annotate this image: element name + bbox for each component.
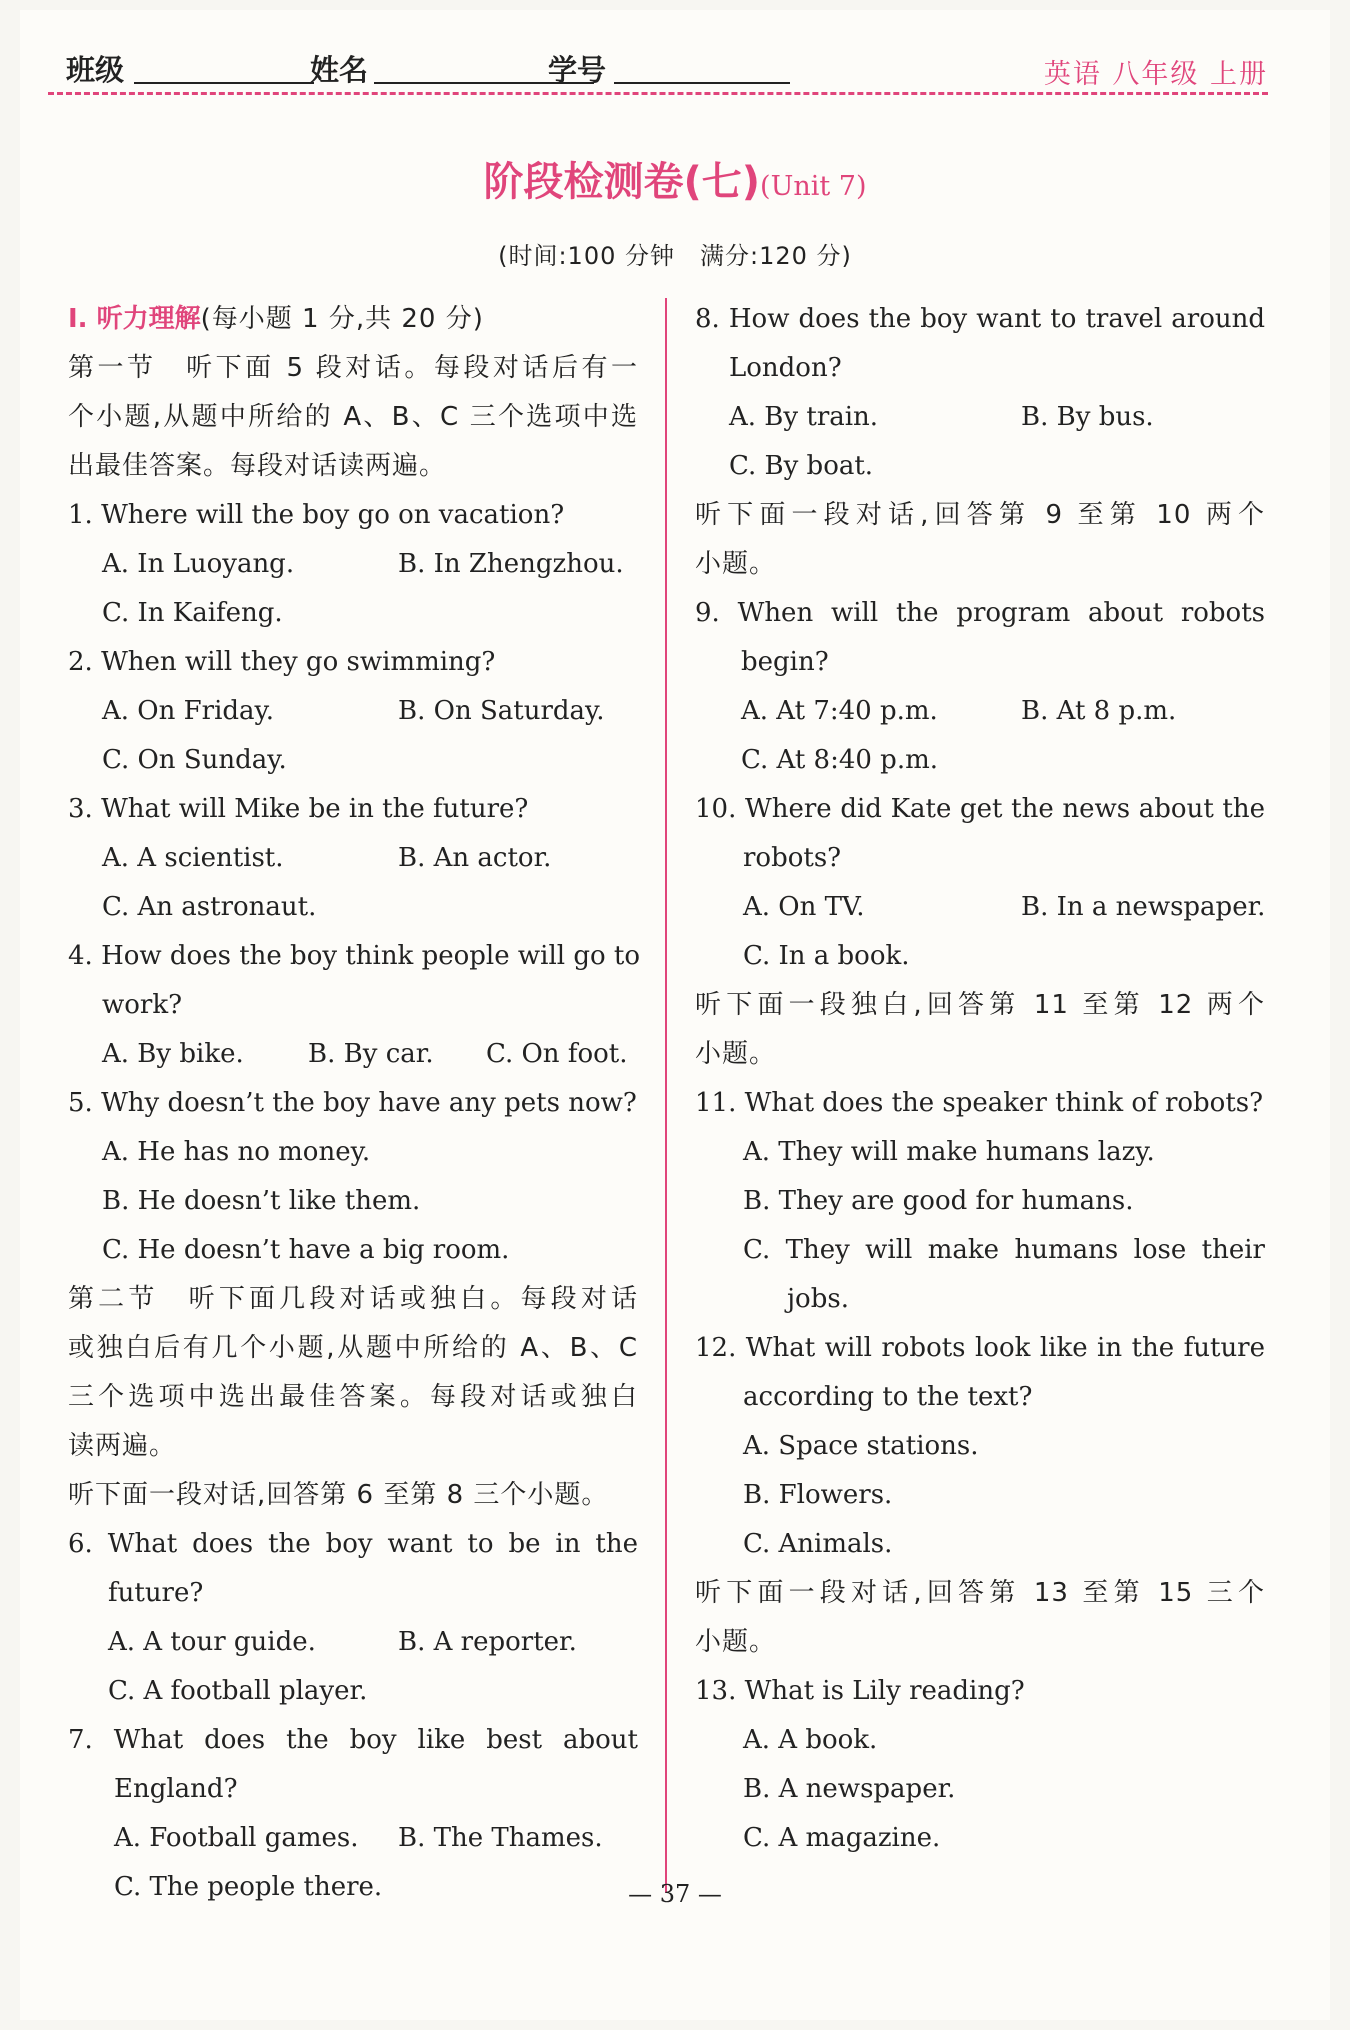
option[interactable]: C. In Kaifeng. — [102, 598, 283, 628]
class-label: 班级 — [66, 53, 125, 87]
option[interactable]: B. An actor. — [398, 843, 552, 873]
listening-instruction: 听下面一段独白,回答第 11 至第 12 两个 — [695, 990, 1265, 1020]
question-4-cont: work? — [102, 990, 183, 1020]
options-6 — [68, 1618, 638, 1667]
question-9-cont: begin? — [741, 647, 829, 677]
question-5: 5. Why doesn’t the boy have any pets now? — [68, 1088, 637, 1118]
option[interactable]: C. A football player. — [108, 1676, 368, 1706]
question-8-cont: London? — [729, 353, 842, 383]
listening-instruction: 小题。 — [695, 549, 777, 579]
option[interactable]: B. The Thames. — [398, 1823, 603, 1853]
option[interactable]: C. At 8:40 p.m. — [741, 745, 939, 775]
option[interactable]: B. In a newspaper. — [1021, 892, 1266, 922]
option[interactable]: A. In Luoyang. — [102, 549, 295, 579]
option[interactable]: B. By bus. — [1021, 402, 1154, 432]
question-3: 3. What will Mike be in the future? — [68, 794, 529, 824]
part1-instruction: 第一节 听下面 5 段对话。每段对话后有一 — [68, 353, 638, 383]
listening-instruction: 听下面一段对话,回答第 6 至第 8 三个小题。 — [68, 1480, 609, 1510]
part2-instruction: 读两遍。 — [68, 1431, 177, 1461]
options-10 — [695, 883, 1265, 932]
options-9 — [695, 687, 1265, 736]
option[interactable]: A. On Friday. — [102, 696, 275, 726]
question-6-cont: future? — [108, 1578, 204, 1608]
question-7: 7. What does the boy like best about — [68, 1725, 638, 1755]
listening-instruction: 听下面一段对话,回答第 9 至第 10 两个 — [695, 500, 1265, 530]
option[interactable]: A. On TV. — [743, 892, 865, 922]
options-7 — [68, 1814, 638, 1863]
option[interactable]: A. Football games. — [114, 1823, 359, 1853]
part1-instruction: 出最佳答案。每段对话读两遍。 — [68, 451, 447, 481]
option[interactable]: C. A magazine. — [743, 1823, 941, 1853]
section-heading: Ⅰ. 听力理解(每小题 1 分,共 20 分) — [68, 304, 484, 334]
option[interactable]: B. At 8 p.m. — [1021, 696, 1177, 726]
option[interactable]: B. A reporter. — [398, 1627, 577, 1657]
listening-instruction: 小题。 — [695, 1039, 777, 1069]
question-10-cont: robots? — [743, 843, 842, 873]
part2-instruction: 三个选项中选出最佳答案。每段对话或独白 — [68, 1382, 638, 1412]
page-number: — 37 — — [628, 1880, 722, 1908]
class-blank[interactable] — [134, 82, 314, 84]
option[interactable]: B. Flowers. — [743, 1480, 893, 1510]
options-8 — [695, 393, 1265, 442]
options-4 — [68, 1030, 638, 1079]
option[interactable]: C. Animals. — [743, 1529, 893, 1559]
listening-instruction: 小题。 — [695, 1627, 777, 1657]
book-label: 英语 八年级 上册 — [1043, 59, 1268, 90]
column-divider — [665, 298, 667, 1893]
right-column — [695, 295, 1265, 1863]
listening-instruction: 听下面一段对话,回答第 13 至第 15 三个 — [695, 1578, 1265, 1608]
option[interactable]: C. He doesn’t have a big room. — [102, 1235, 510, 1265]
student-id-blank[interactable] — [614, 82, 790, 84]
option[interactable]: A. He has no money. — [102, 1137, 371, 1167]
exam-info: (时间:100 分钟 满分:120 分) — [498, 242, 852, 270]
options-3 — [68, 834, 638, 883]
question-9: 9. When will the program about robots — [695, 598, 1265, 628]
option[interactable]: C. An astronaut. — [102, 892, 317, 922]
option[interactable]: B. By car. — [308, 1039, 434, 1069]
title-main: 阶段检测卷(七) — [483, 159, 761, 205]
left-column — [68, 295, 638, 1912]
page-title — [0, 150, 1350, 207]
options-1 — [68, 540, 638, 589]
option[interactable]: B. In Zhengzhou. — [398, 549, 624, 579]
question-11: 11. What does the speaker think of robots? — [695, 1088, 1264, 1118]
part2-instruction: 第二节 听下面几段对话或独白。每段对话 — [68, 1284, 638, 1314]
option[interactable]: B. He doesn’t like them. — [102, 1186, 421, 1216]
option[interactable]: C. In a book. — [743, 941, 910, 971]
question-8: 8. How does the boy want to travel around — [695, 304, 1265, 334]
question-4: 4. How does the boy think people will go to — [68, 941, 640, 971]
question-13: 13. What is Lily reading? — [695, 1676, 1025, 1706]
options-2 — [68, 687, 638, 736]
question-6: 6. What does the boy want to be in the — [68, 1529, 638, 1559]
option[interactable]: A. A tour guide. — [108, 1627, 316, 1657]
part1-instruction: 个小题,从题中所给的 A、B、C 三个选项中选 — [68, 402, 638, 432]
question-12: 12. What will robots look like in the future — [695, 1333, 1265, 1363]
option-cont: jobs. — [787, 1284, 849, 1314]
option[interactable]: A. Space stations. — [743, 1431, 979, 1461]
question-7-cont: England? — [114, 1774, 238, 1804]
question-1: 1. Where will the boy go on vacation? — [68, 500, 565, 530]
student-id-label: 学号 — [548, 53, 607, 87]
option[interactable]: C. The people there. — [114, 1872, 383, 1902]
header — [48, 48, 1268, 95]
option[interactable]: A. A scientist. — [102, 843, 284, 873]
option[interactable]: B. A newspaper. — [743, 1774, 956, 1804]
option[interactable]: A. A book. — [743, 1725, 878, 1755]
option[interactable]: A. By bike. — [102, 1039, 244, 1069]
option[interactable]: C. By boat. — [729, 451, 874, 481]
option[interactable]: C. They will make humans lose their — [743, 1235, 1265, 1265]
title-unit: (Unit 7) — [760, 171, 867, 202]
option[interactable]: A. By train. — [729, 402, 879, 432]
option[interactable]: A. At 7:40 p.m. — [741, 696, 938, 726]
question-10: 10. Where did Kate get the news about the — [695, 794, 1265, 824]
part2-instruction: 或独白后有几个小题,从题中所给的 A、B、C — [68, 1333, 638, 1363]
name-label: 姓名 — [310, 53, 369, 87]
option[interactable]: B. They are good for humans. — [743, 1186, 1134, 1216]
option[interactable]: C. On Sunday. — [102, 745, 287, 775]
option[interactable]: B. On Saturday. — [398, 696, 605, 726]
question-2: 2. When will they go swimming? — [68, 647, 496, 677]
option[interactable]: A. They will make humans lazy. — [743, 1137, 1155, 1167]
option[interactable]: C. On foot. — [486, 1039, 628, 1069]
question-12-cont: according to the text? — [743, 1382, 1033, 1412]
